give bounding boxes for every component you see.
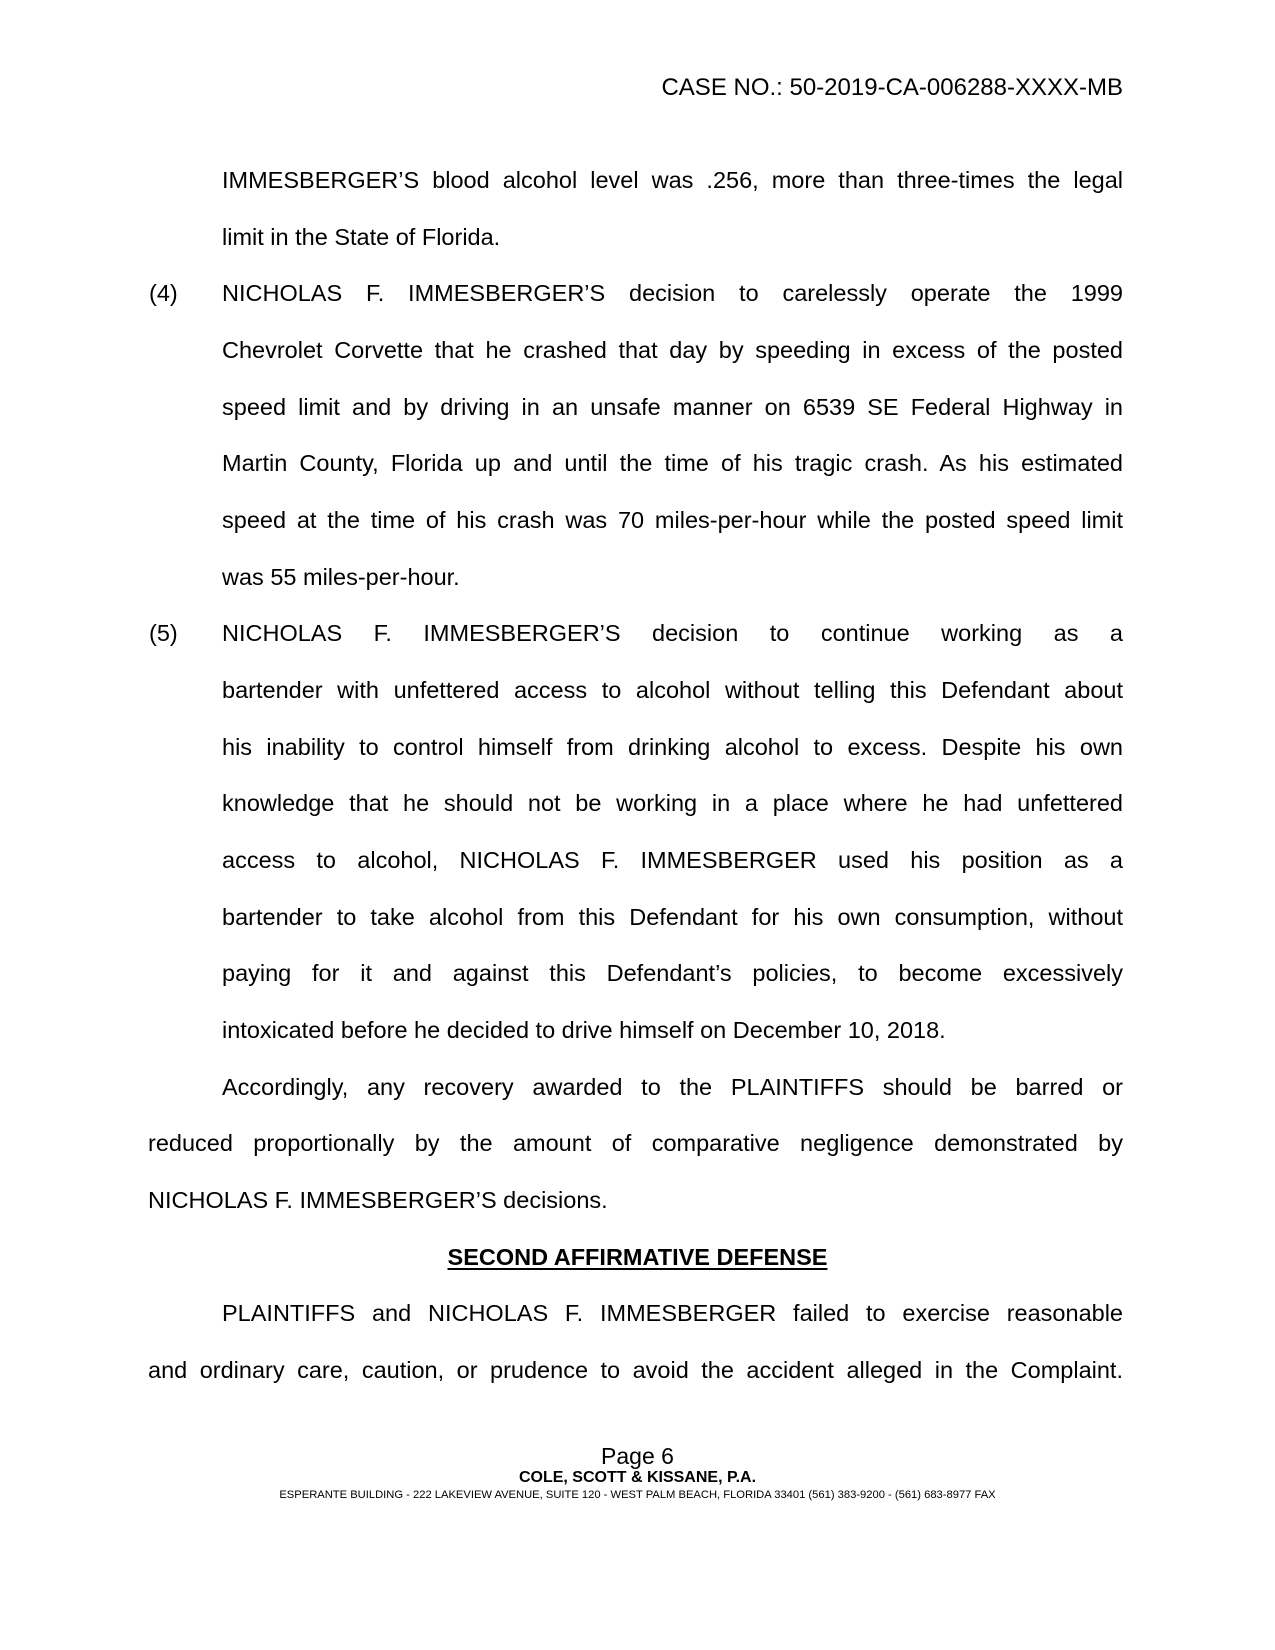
- body-line: and ordinary care, caution, or prudence to avoid the accident alleged in the Complaint.: [148, 1357, 1123, 1383]
- page-number: Page 6: [601, 1443, 674, 1469]
- firm-name: COLE, SCOTT & KISSANE, P.A.: [518, 1469, 757, 1486]
- firm-address: ESPERANTE BUILDING - 222 LAKEVIEW AVENUE, SUITE 120 - WEST PALM BEACH, FLORIDA 33401 (561) 383-9200 - (561) 683-8977 FAX: [279, 1489, 996, 1501]
- body-line: intoxicated before he decided to drive himself on December 10, 2018.: [222, 1017, 946, 1043]
- body-line: bartender with unfettered access to alcohol without telling this Defendant about: [222, 677, 1123, 703]
- case-number: CASE NO.: 50-2019-CA-006288-XXXX-MB: [661, 74, 1123, 101]
- body-line: his inability to control himself from drinking alcohol to excess. Despite his own: [222, 734, 1123, 760]
- body-line: limit in the State of Florida.: [222, 224, 501, 250]
- section-heading-text: SECOND AFFIRMATIVE DEFENSE: [447, 1244, 828, 1270]
- body-line: NICHOLAS F. IMMESBERGER’S decision to continue working as a: [222, 620, 1123, 646]
- body-line: access to alcohol, NICHOLAS F. IMMESBERGER used his position as a: [222, 847, 1123, 873]
- body-line: speed at the time of his crash was 70 miles-per-hour while the posted speed limit: [222, 507, 1123, 533]
- body-line: Chevrolet Corvette that he crashed that day by speeding in excess of the posted: [222, 337, 1123, 363]
- body-line: Accordingly, any recovery awarded to the PLAINTIFFS should be barred or: [222, 1074, 1123, 1100]
- body-line: IMMESBERGER’S blood alcohol level was .256, more than three-times the legal: [222, 167, 1123, 193]
- item-number-4: (4): [149, 280, 178, 306]
- body-line: bartender to take alcohol from this Defendant for his own consumption, without: [222, 904, 1123, 930]
- body-line: Martin County, Florida up and until the time of his tragic crash. As his estimated: [222, 450, 1123, 476]
- body-line: PLAINTIFFS and NICHOLAS F. IMMESBERGER failed to exercise reasonable: [222, 1300, 1123, 1326]
- body-line: paying for it and against this Defendant’s policies, to become excessively: [222, 960, 1123, 986]
- body-line: speed limit and by driving in an unsafe manner on 6539 SE Federal Highway in: [222, 394, 1123, 420]
- body-line: NICHOLAS F. IMMESBERGER’S decisions.: [148, 1187, 608, 1213]
- body-line: knowledge that he should not be working in a place where he had unfettered: [222, 790, 1123, 816]
- body-line: reduced proportionally by the amount of comparative negligence demonstrated by: [148, 1130, 1123, 1156]
- section-heading: [0, 1242, 1275, 1272]
- body-line: NICHOLAS F. IMMESBERGER’S decision to carelessly operate the 1999: [222, 280, 1123, 306]
- item-number-5: (5): [149, 620, 178, 646]
- body-line: was 55 miles-per-hour.: [222, 564, 460, 590]
